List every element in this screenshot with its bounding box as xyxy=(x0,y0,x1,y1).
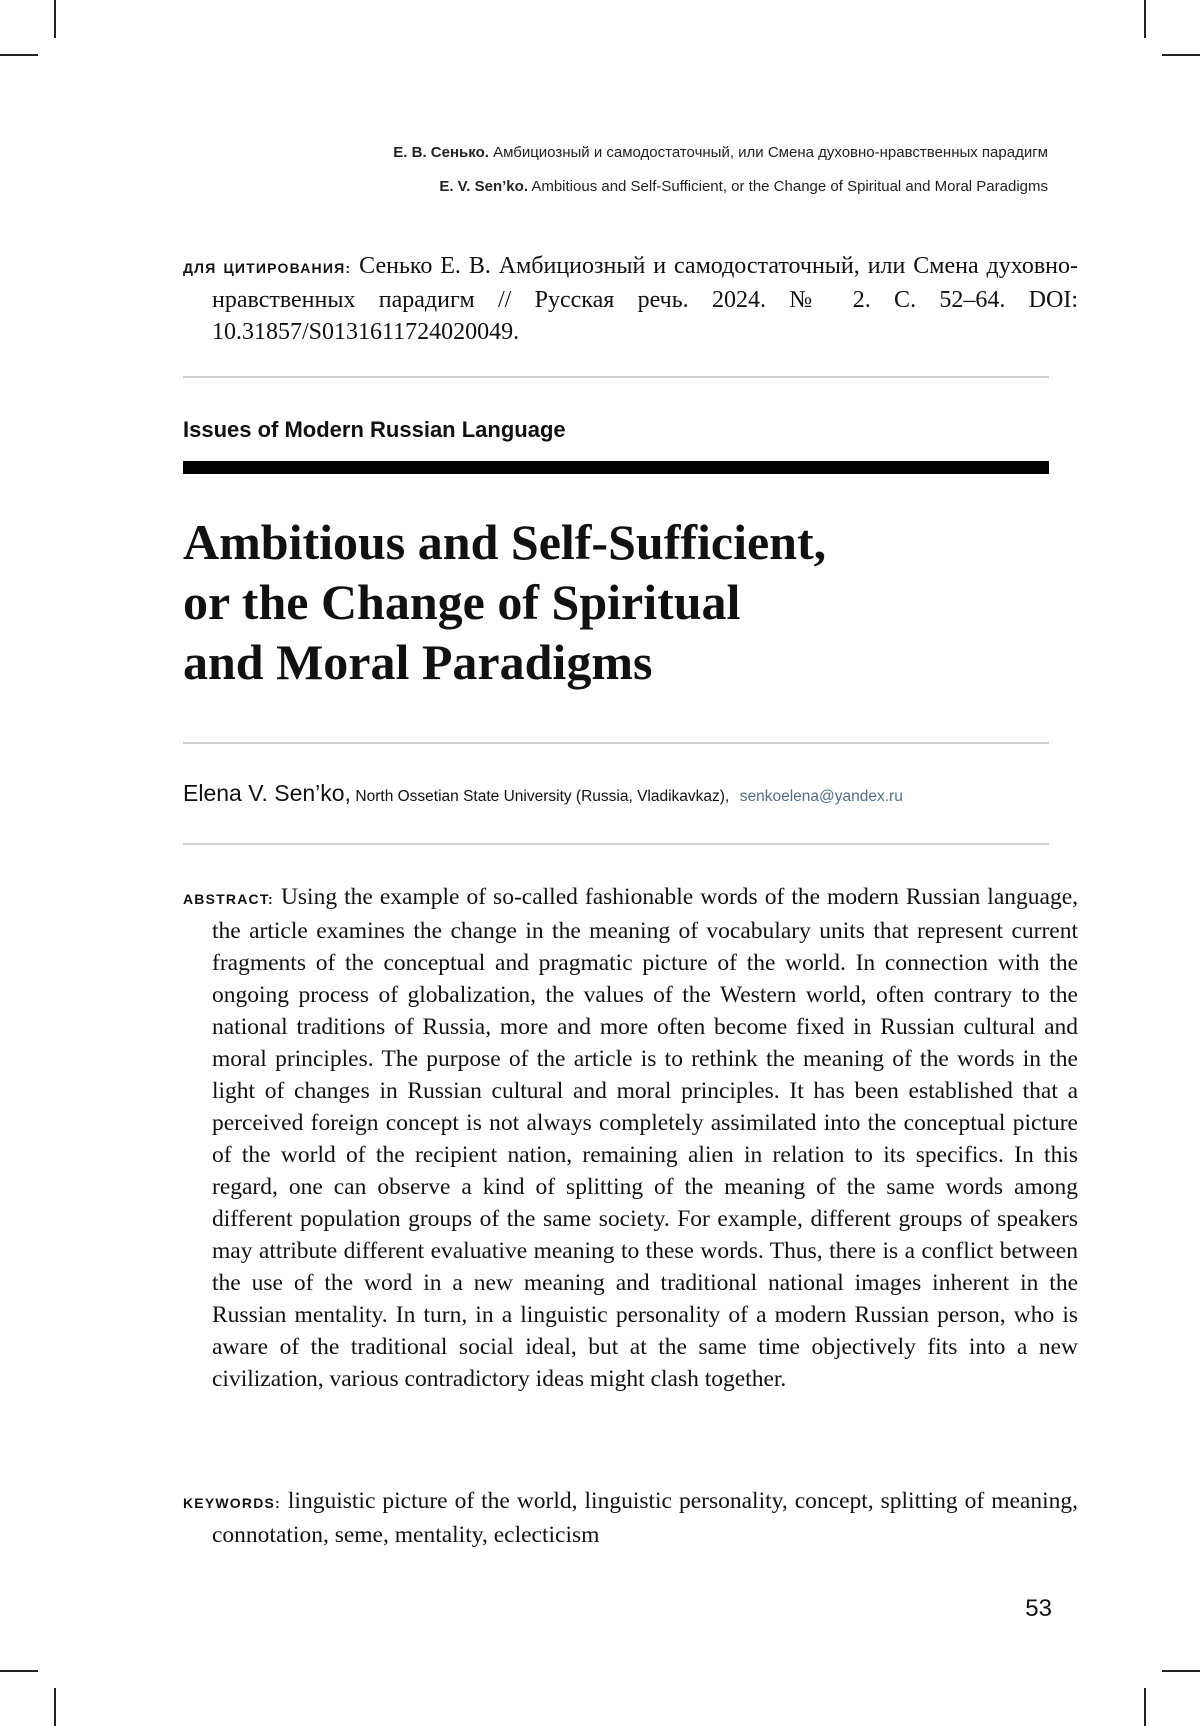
keywords-text: linguistic picture of the world, linguistic personality, concept, splitting of meaning, connotation, seme, mentality, eclecticism xyxy=(212,1488,1079,1548)
article-title-line: Ambitious and Self-Sufficient, xyxy=(183,514,827,570)
crop-mark xyxy=(1162,54,1200,56)
running-header-en xyxy=(393,170,1048,204)
article-title-line: or the Change of Spiritual xyxy=(183,574,741,630)
running-header-ru xyxy=(393,136,1048,170)
section-label: Issues of Modern Russian Language xyxy=(183,417,566,442)
author-email-link[interactable]: senkoelena@yandex.ru xyxy=(739,788,903,805)
abstract xyxy=(183,881,1078,1395)
crop-mark xyxy=(0,54,38,56)
citation-text: Сенько Е. В. Амбициозный и самодостаточный, или Смена духовно-нравственных парадигм // Русская речь. 2024. № 2. С. 52–64. DOI: 10.31857/S0131611724020049. xyxy=(212,253,1078,345)
article-title xyxy=(183,512,826,692)
author-name: Elena V. Sen’ko, xyxy=(183,780,351,806)
crop-mark xyxy=(54,0,56,38)
citation xyxy=(183,250,1078,348)
author-line xyxy=(183,780,903,807)
citation-label: ДЛЯ ЦИТИРОВАНИЯ: xyxy=(183,260,352,276)
crop-mark xyxy=(54,1688,56,1726)
divider xyxy=(183,742,1049,744)
divider xyxy=(183,376,1049,378)
crop-mark xyxy=(1144,1688,1146,1726)
keywords xyxy=(183,1485,1078,1551)
running-header-en-author: E. V. Sen’ko. xyxy=(439,178,528,195)
abstract-label: ABSTRACT: xyxy=(183,891,274,907)
crop-mark xyxy=(1144,0,1146,38)
author-affiliation: North Ossetian State University (Russia, Vladikavkaz), xyxy=(355,788,730,805)
page-number: 53 xyxy=(1025,1595,1052,1622)
running-header-ru-author: Е. В. Сенько. xyxy=(393,144,489,161)
abstract-text: Using the example of so-called fashionable words of the modern Russian language, the article examines the change in the meaning of vocabulary units that represent current fragments of the conceptual and pragmatic picture of the world. In connection with the ongoing process of globalization, the values of the Western world, often contrary to the national traditions of Russia, more and more often become fixed in Russian cultural and moral principles. The purpose of the article is to rethink the meaning of the words in the light of changes in Russian cultural and moral principles. It has been established that a perceived foreign concept is not always completely assimilated into the conceptual picture of the world of the recipient nation, remaining alien in relation to its specifics. In this regard, one can observe a kind of splitting of the meaning of the same words among different population groups of the same society. For example, different groups of speakers may attribute different evaluative meaning to these words. Thus, there is a conflict between the use of the word in a new meaning and traditional national images inherent in the Russian mentality. In turn, in a linguistic personality of a modern Russian person, who is aware of the traditional social ideal, but at the same time objectively fits into a new civilization, various contradictory ideas might clash together. xyxy=(212,884,1078,1392)
divider xyxy=(183,843,1049,845)
section-bar xyxy=(183,461,1049,474)
keywords-label: KEYWORDS: xyxy=(183,1495,281,1511)
article-title-line: and Moral Paradigms xyxy=(183,634,653,690)
running-header-en-title: Ambitious and Self-Sufficient, or the Change of Spiritual and Moral Paradigms xyxy=(531,178,1048,195)
running-header xyxy=(393,136,1048,204)
running-header-ru-title: Амбициозный и самодостаточный, или Смена духовно-нравственных парадигм xyxy=(493,144,1048,161)
crop-mark xyxy=(1162,1670,1200,1672)
crop-mark xyxy=(0,1670,38,1672)
